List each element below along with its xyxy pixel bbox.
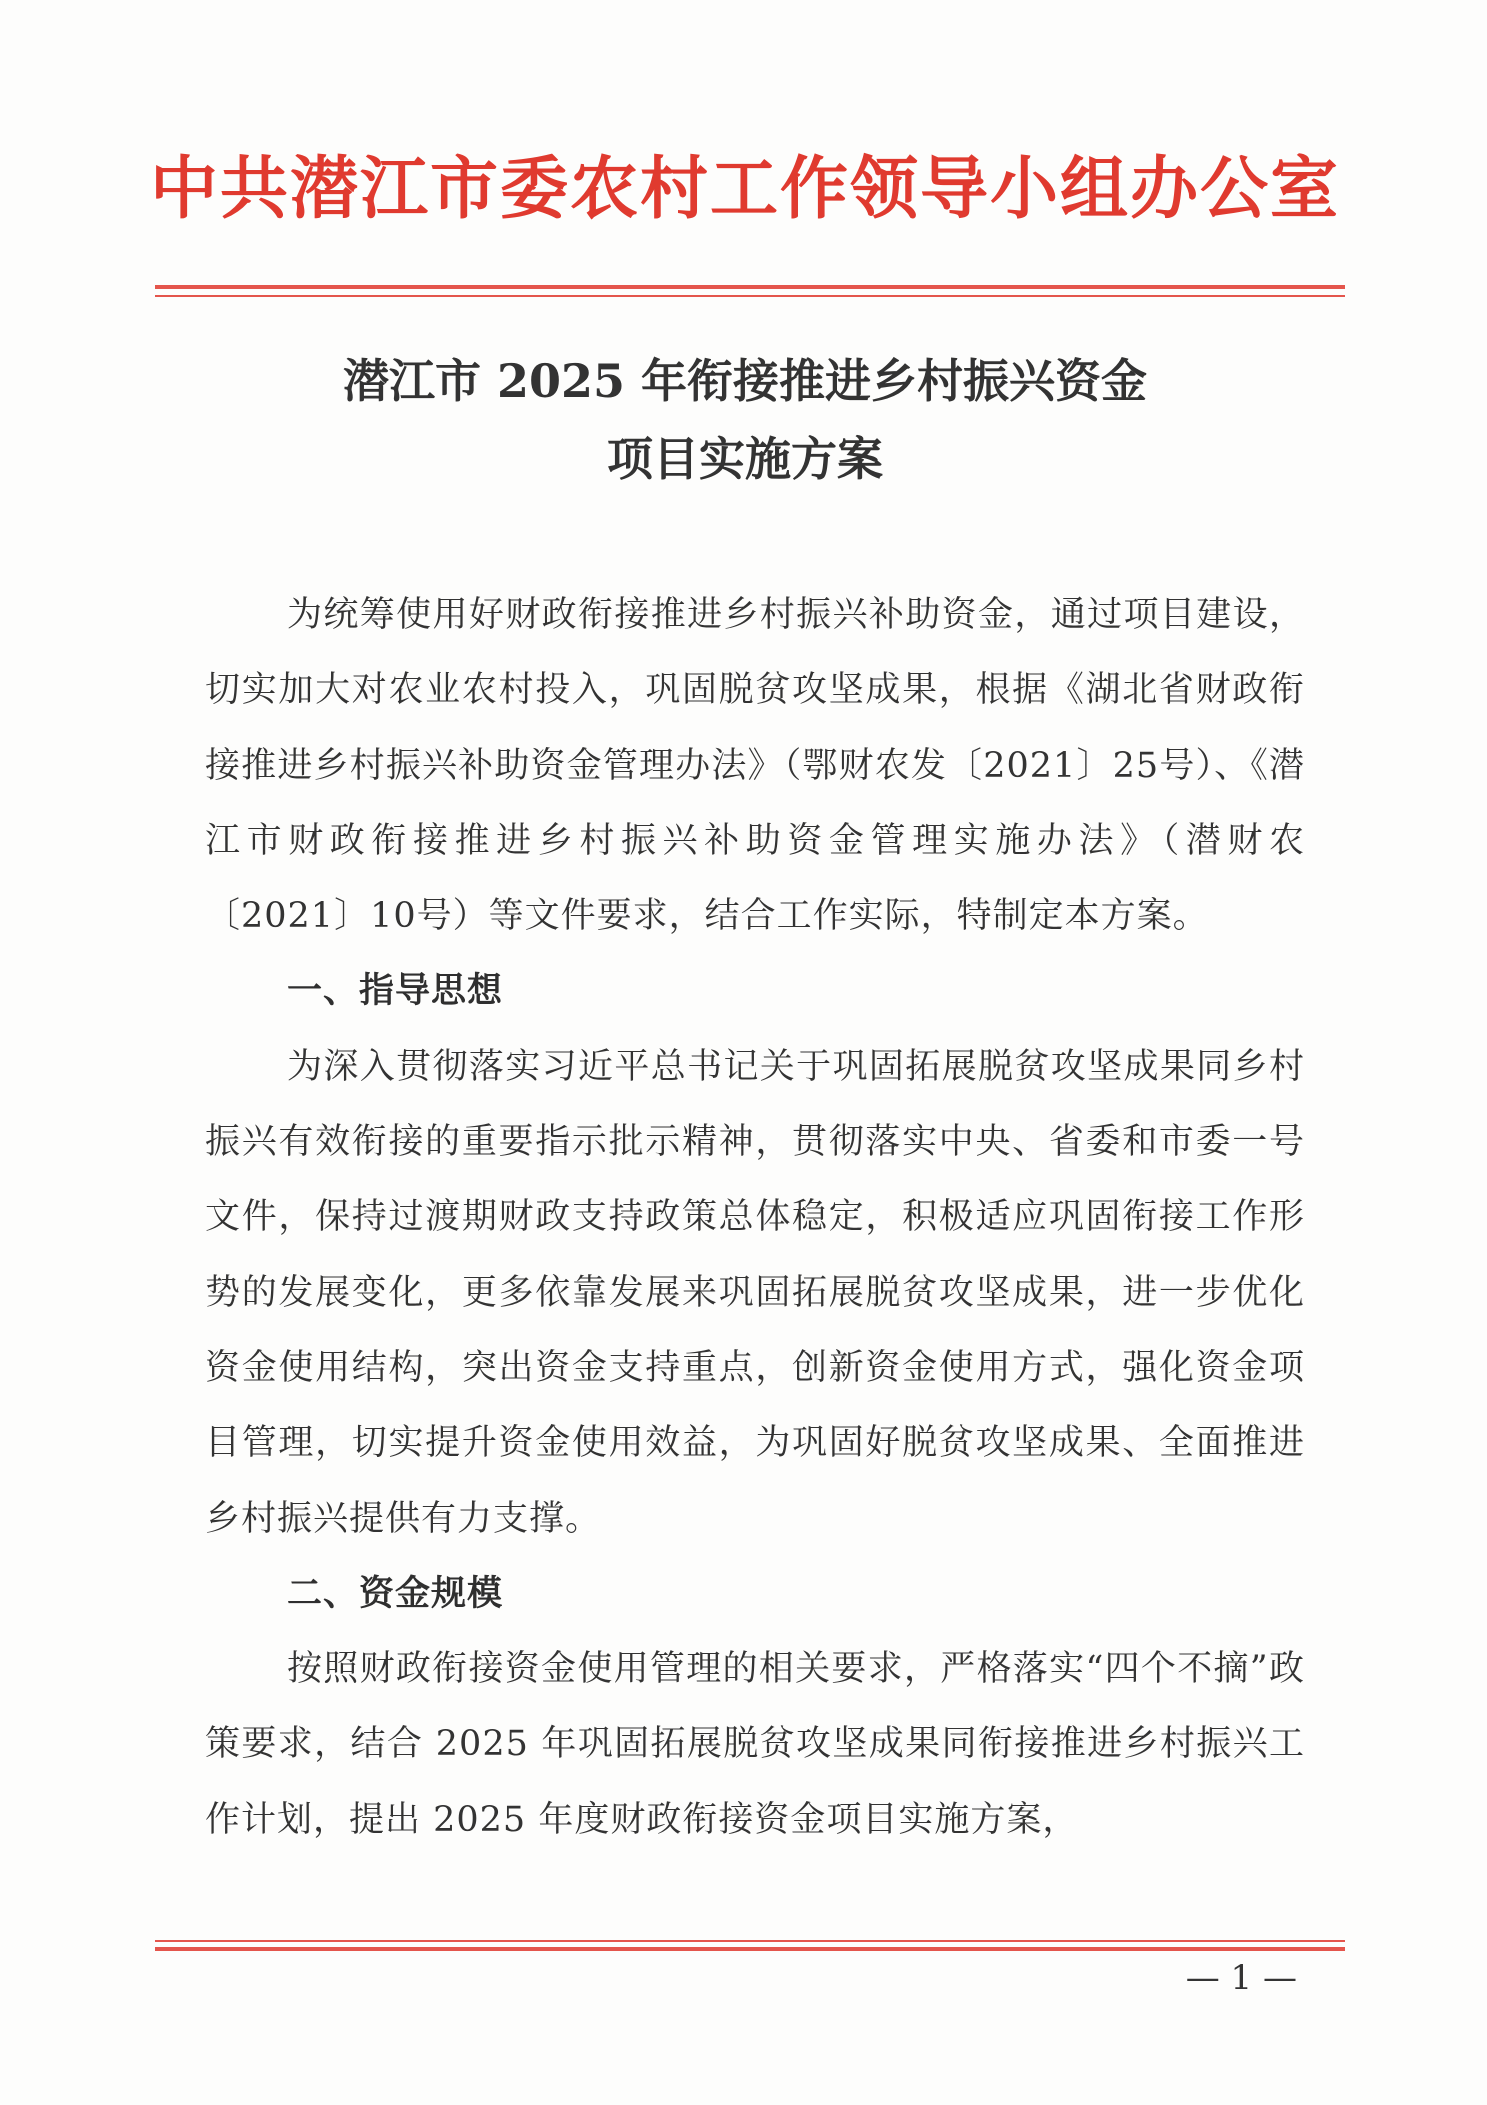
guiding-ideology-paragraph: 为深入贯彻落实习近平总书记关于巩固拓展脱贫攻坚成果同乡村振兴有效衔接的重要指示批示精神，贯彻落实中央、省委和市委一号文件，保持过渡期财政支持政策总体稳定，积极适应巩固衔接工作形势的发展变化，更多依靠发展来巩固拓展脱贫攻坚成果，进一步优化资金使用结构，突出资金支持重点，创新资金使用方式，强化资金项目管理，切实提升资金使用效益，为巩固好脱贫攻坚成果、全面推进乡村振兴提供有力支撑。: [205, 1046, 1305, 1539]
issuing-office-masthead: 中共潜江市委农村工作领导小组办公室: [150, 149, 1341, 229]
header-red-rule-thin: [155, 295, 1345, 297]
section-heading-fund-scale: 二、资金规模: [287, 1573, 504, 1614]
document-title-line-1: 潜江市 2025 年衔接推进乡村振兴资金: [342, 354, 1148, 408]
document-title-line-2: 项目实施方案: [607, 432, 883, 486]
document-body: [205, 578, 1305, 1858]
section-heading-guiding-ideology: 一、指导思想: [287, 971, 504, 1012]
fund-scale-paragraph: 按照财政衔接资金使用管理的相关要求，严格落实“四个不摘”政策要求，结合 2025 年巩固拓展脱贫攻坚成果同衔接推进乡村振兴工作计划，提出 2025 年度财政衔接资金项目实施方案，: [205, 1649, 1305, 1840]
footer-red-rule-thin: [155, 1940, 1345, 1942]
intro-paragraph: 为统筹使用好财政衔接推进乡村振兴补助资金，通过项目建设，切实加大对农业农村投入，巩固脱贫攻坚成果，根据《湖北省财政衔接推进乡村振兴补助资金管理办法》（鄂财农发〔2021〕25号）、《潜江市财政衔接推进乡村振兴补助资金管理实施办法》（潜财农〔2021〕10号）等文件要求，结合工作实际，特制定本方案。: [205, 595, 1305, 937]
page-number: — 1 —: [1185, 1958, 1297, 1998]
header-red-rule-thick: [155, 285, 1345, 289]
footer-red-rule-thick: [155, 1947, 1345, 1951]
